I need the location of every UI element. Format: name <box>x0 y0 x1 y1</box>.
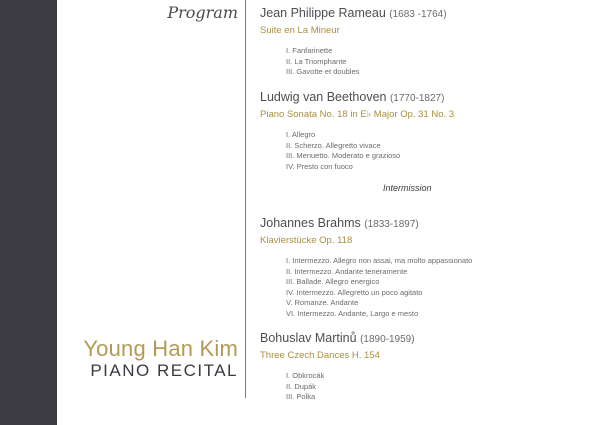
work-title: Klavierstücke Op. 118 <box>260 235 353 246</box>
recital-title: PIANO RECITAL <box>90 361 238 380</box>
program-heading: Program <box>167 3 238 22</box>
movement-list <box>286 130 590 172</box>
movement-item: III. Ballade. Allegro energico <box>286 277 380 286</box>
program-piece-rameau <box>260 5 590 78</box>
composer-dates: (1833-1897) <box>364 219 419 230</box>
work-title: Piano Sonata No. 18 in E♭ Major Op. 31 No. 3 <box>260 109 455 120</box>
movement-item: V. Romanze. Andante <box>286 298 359 307</box>
composer-dates: (1770-1827) <box>389 93 445 104</box>
program-piece-beethoven <box>260 89 590 172</box>
composer-line <box>260 5 590 23</box>
movement-item: I. Allegro <box>286 130 316 139</box>
movement-item: II. Intermezzo. Andante teneramente <box>286 266 408 276</box>
movement-item: I. Intermezzo. Allegro non assai, ma molto appassionato <box>286 256 473 265</box>
movement-item: VI. Intermezzo. Andante, Largo e mesto <box>286 308 419 318</box>
movement-item: III. Menuetto. Moderato e grazioso <box>286 151 401 160</box>
movement-item: II. Dupák <box>286 381 317 391</box>
composer-name: Bohuslav Martinů <box>260 331 357 345</box>
composer-name: Ludwig van Beethoven <box>260 90 387 104</box>
movement-item: II. La Triomphante <box>286 56 347 66</box>
composer-line <box>260 330 590 348</box>
movement-item: III. Gavotte et doubles <box>286 67 360 76</box>
composer-line <box>260 215 590 233</box>
movement-list <box>286 46 590 78</box>
movement-item: IV. Presto con fuoco <box>286 161 353 171</box>
movement-item: III. Polka <box>286 392 316 401</box>
movement-item: I. Fanfarinette <box>286 46 333 55</box>
performer-name: Young Han Kim <box>83 336 238 361</box>
movement-item: I. Obkrocák <box>286 371 325 380</box>
composer-name: Jean Philippe Rameau <box>260 6 386 20</box>
dark-side-band <box>0 0 57 425</box>
program-piece-brahms <box>260 215 590 319</box>
composer-name: Johannes Brahms <box>260 216 361 230</box>
composer-dates: (1683 -1764) <box>389 9 447 20</box>
movement-item: II. Scherzo. Allegretto vivace <box>286 140 381 150</box>
movement-list <box>286 371 590 403</box>
intermission-label: Intermission <box>383 183 432 193</box>
composer-line <box>260 89 590 107</box>
movement-list <box>286 256 590 319</box>
program-piece-martinu <box>260 330 590 403</box>
work-title: Three Czech Dances H. 154 <box>260 350 380 361</box>
vertical-divider <box>245 0 246 398</box>
movement-item: IV. Intermezzo. Allegretto un poco agitato <box>286 287 423 297</box>
composer-dates: (1890-1959) <box>360 334 415 345</box>
work-title: Suite en La Mineur <box>260 25 340 36</box>
